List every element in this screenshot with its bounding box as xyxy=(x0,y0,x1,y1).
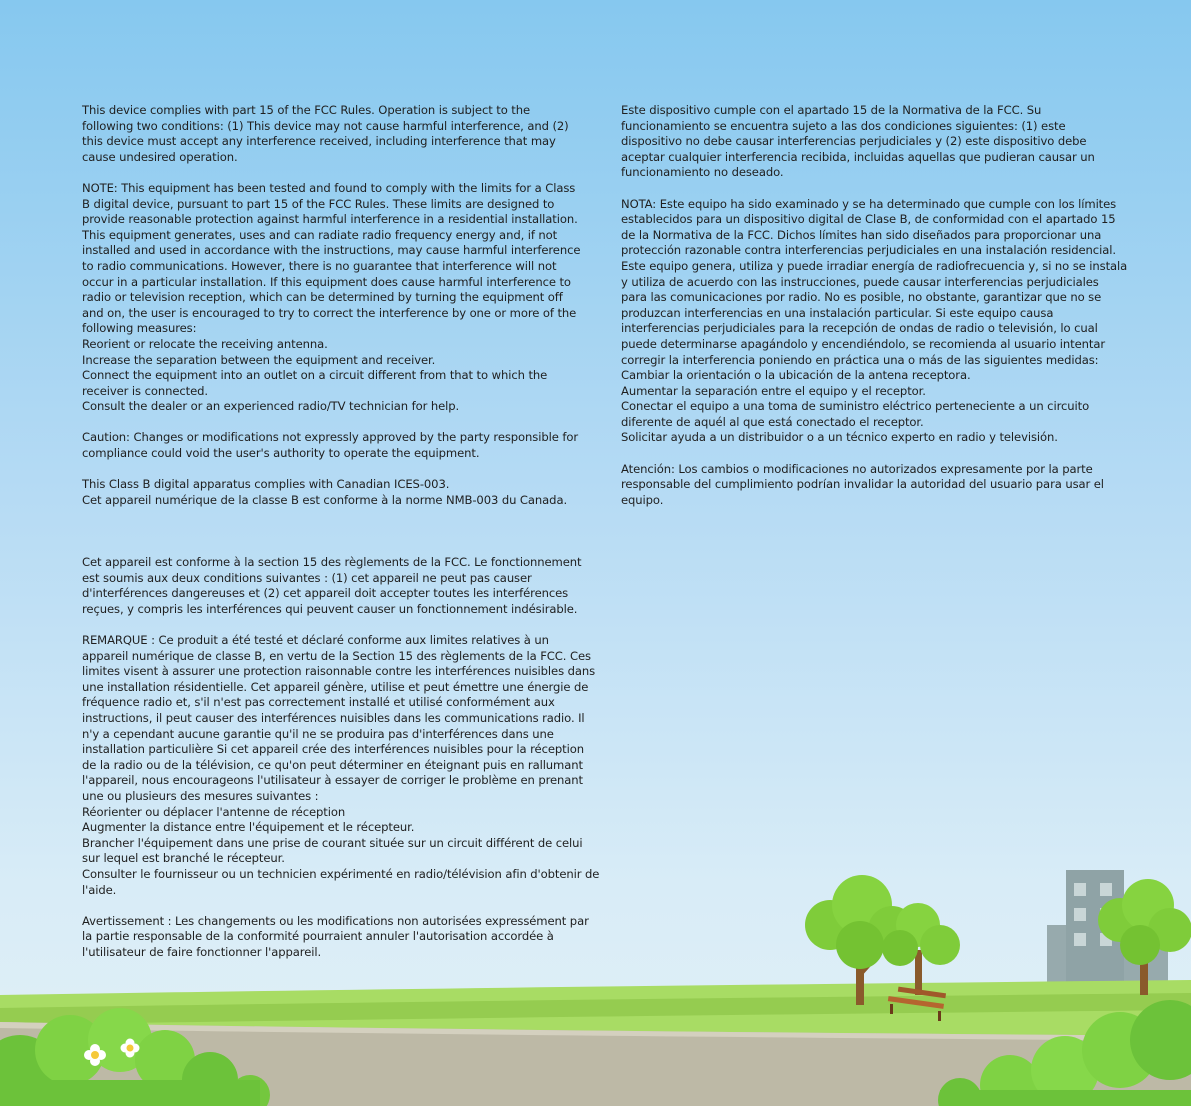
left-column xyxy=(82,103,607,976)
english-ices-statement: This Class B digital apparatus complies with Canadian ICES-003. Cet appareil numérique de la classe B est conforme à la norme NMB-003 du Canada. xyxy=(82,477,568,507)
spanish-atencion: Atención: Los cambios o modificaciones no autorizados expresamente por la parte responsable del cumplimiento podrían invalidar la autoridad del usuario para usar el equipo. xyxy=(621,461,1104,507)
english-fcc-statement: This device complies with part 15 of the FCC Rules. Operation is subject to the following two conditions: (1) This device may not cause harmful interference, and (2) this device must accept any interference received, including interference that may cause undesired operation. xyxy=(82,103,569,164)
section-spacer xyxy=(82,524,607,555)
english-note: NOTE: This equipment has been tested and found to comply with the limits for a Class B digital device, pursuant to part 15 of the FCC Rules. These limits are designed to provide reasonable protection against harmful interference in a residential installation. This equipment generates, uses and can radiate radio frequency energy and, if not installed and used in accordance with the instructions, may cause harmful interference to radio communications. However, there is no guarantee that interference will not occur in a particular installation. If this equipment does cause harmful interference to radio or television reception, which can be determined by turning the equipment off and on, the user is encouraged to try to correct the interference by one or more of the following measures: Reorient or relocate the receiving antenna. Increase the separation between the equipment and receiver. Connect the equipment into an outlet on a circuit different from that to which the receiver is connected. Consult the dealer or an experienced radio/TV technician for help. xyxy=(82,180,581,414)
english-caution: Caution: Changes or modifications not expressly approved by the party responsible for compliance could void the user's authority to operate the equipment. xyxy=(82,430,578,461)
spanish-fcc-statement: Este dispositivo cumple con el apartado 15 de la Normativa de la FCC. Su funcionamiento se encuentra sujeto a las dos condiciones siguientes: (1) este dispositivo no debe causar interferencias perjudiciales y (2) este dispositivo debe aceptar cualquier interferencia recibida, incluidas aquellas que pudieran causar un funcionamiento no deseado. xyxy=(621,103,1095,180)
french-avertissement: Avertissement : Les changements ou les modifications non autorisées expressément par la partie responsable de la conformité pourraient annuler l'autorisation accordée à l'utilisateur de faire fonctionner l'appareil. xyxy=(82,913,589,959)
spanish-nota: NOTA: Este equipo ha sido examinado y se ha determinado que cumple con los límites establecidos para un dispositivo digital de Clase B, de conformidad con el apartado 15 de la Normativa de la FCC. Dichos límites han sido diseñados para proporcionar una protección razonable contra interferencias perjudiciales en una instalación residencial. Este equipo genera, utiliza y puede irradiar energía de radiofrecuencia y, si no se instala y utiliza de acuerdo con las instrucciones, puede causar interferencias perjudiciales para las comunicaciones por radio. No es posible, no obstante, garantizar que no se produzcan interferencias en una instalación particular. Si este equipo causa interferencias perjudiciales para la recepción de ondas de radio o televisión, lo cual puede determinarse apagándolo y encendiéndolo, se recomienda al usuario intentar corregir la interferencia poniendo en práctica una o más de las siguientes medidas: Cambiar la orientación o la ubicación de la antena receptora. Aumentar la separación entre el equipo y el receptor. Conectar el equipo a una toma de suministro eléctrico perteneciente a un circuito diferente de aquél al que está conectado el receptor. Solicitar ayuda a un distribuidor o a un técnico experto en radio y televisión. xyxy=(621,196,1128,445)
french-fcc-statement: Cet appareil est conforme à la section 15 des règlements de la FCC. Le fonctionnement est soumis aux deux conditions suivantes : (1) cet appareil ne peut pas causer d'interférences dangereuses et (2) cet appareil doit accepter toutes les interférences reçues, y compris les interférences qui peuvent causer un fonctionnement indésirable. xyxy=(82,555,582,616)
right-column xyxy=(621,103,1131,524)
french-remarque: REMARQUE : Ce produit a été testé et déclaré conforme aux limites relatives à un appareil numérique de classe B, en vertu de la Section 15 des règlements de la FCC. Ces limites visent à assurer une protection raisonnable contre les interférences nuisibles dans une installation résidentielle. Cet appareil génère, utilise et peut émettre une énergie de fréquence radio et, s'il n'est pas correctement installé et utilisé conformément aux instructions, il peut causer des interférences nuisibles dans les communications radio. Il n'y a cependant aucune garantie qu'il ne se produira pas d'interférences dans une installation particulière Si cet appareil crée des interférences nuisibles pour la réception de la radio ou de la télévision, ce qu'on peut déterminer en éteignant puis en rallumant l'appareil, nous encourageons l'utilisateur à essayer de corriger le problème en prenant une ou plusieurs des mesures suivantes : Réorienter ou déplacer l'antenne de réception Augmenter la distance entre l'équipement et le récepteur. Brancher l'équipement dans une prise de courant située sur un circuit différent de celui sur lequel est branché le récepteur. Consulter le fournisseur ou un technicien expérimenté en radio/télévision afin d'obtenir de l'aide. xyxy=(82,633,600,897)
